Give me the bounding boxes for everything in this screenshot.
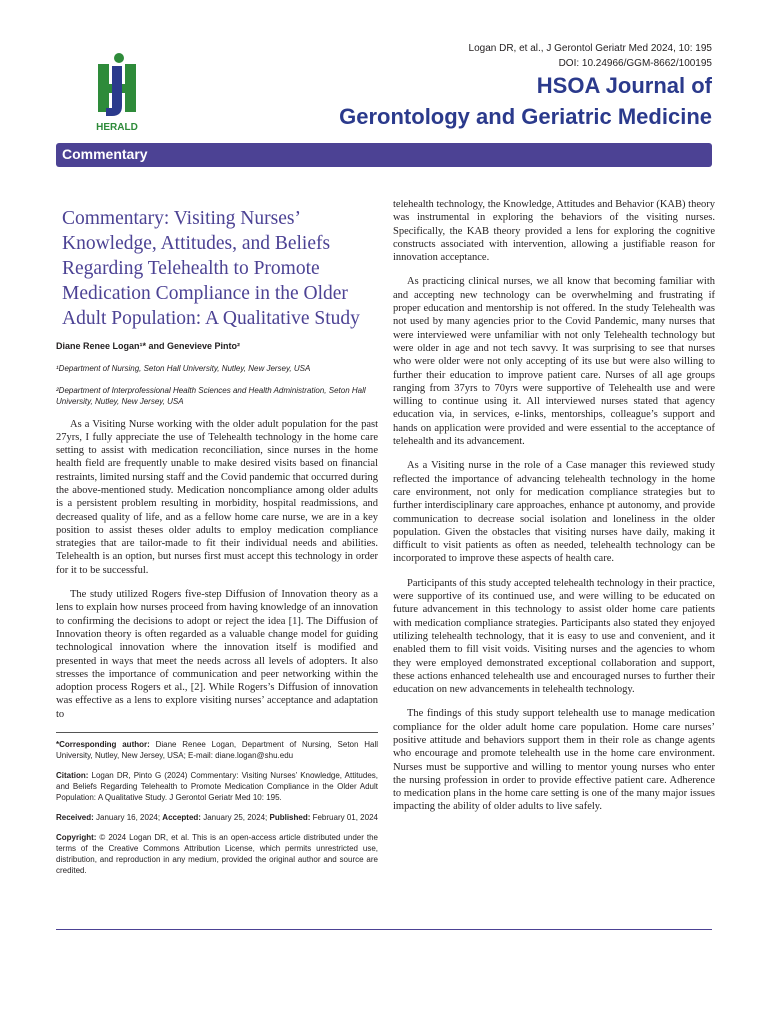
journal-title-line2: Gerontology and Geriatric Medicine — [339, 104, 712, 129]
citation-line: Logan DR, et al., J Gerontol Geriatr Med 2024, 10: 195 — [468, 43, 712, 54]
body-paragraph: As a Visiting Nurse working with the older adult population for the past 27yrs, I fully appreciate the use of Telehealth technology in the home care setting to assist with medication reconciliation, since nurses in the home health field are frequently unable to make desired visits based on financial restraints, limited nursing staff and the Covid pandemic that occurred during the above-mentioned study. Medication noncompliance among older adults is a persistent problem resulting in morbidity, hospital readmissions, and decreased quality of life, and as a fellow home care nurse, we are in a key position to assist theses older adults to employ medication compliance strategies that are tailor-made to fit their individual needs and abilities. Telehealth is an option, but nurses first must accept this technology in order for it to be successful. — [56, 418, 378, 576]
herald-logo — [88, 52, 146, 134]
fn-text: Diane Renee Logan, Department of Nursing, Seton Hall University, Nutley, New Jersey, USA; E-mail: diane.logan@shu.edu — [56, 740, 379, 761]
section-banner — [56, 143, 712, 167]
fn-label: *Corresponding author: — [56, 740, 150, 750]
doi-line: DOI: 10.24966/GGM-8662/100195 — [558, 58, 712, 69]
body-paragraph: Participants of this study accepted telehealth technology in their practice, were supportive of its continued use, and were willing to be educated on future advancement in this technology to assist older home care patients with medication compliance strategies. Participants also stated they enjoyed utilizing telehealth technology, that it is easy to use and convenient, and it enabled them to fill visit voids. Visiting nurses and the agencies to whom they were employed demonstrated exceptional collaboration and support, these actions enhanced telehealth use and encouraged nurses to further their education on new advancements in telehealth technology. — [393, 577, 715, 696]
logo-text: HERALD — [96, 122, 138, 133]
fn-label: Received: — [56, 813, 94, 823]
bottom-divider — [56, 929, 712, 930]
body-paragraph: As practicing clinical nurses, we all know that becoming familiar with and accepting new technology can be overwhelming and frustrating if proper education and mentorship is not offered. In the study Telehealth was not used by many agencies prior to the Covid Pandemic, many nurses that were interviewed were unfamiliar with not only Telehealth technology but were older in age and not tech savvy. It was surprising to see that nurses who were older were not only accepting of its use but were also willing to further their education to improve patient care. Nurses of all age groups ranging from 37yrs to 70yrs were supportive of Telehealth use and were willing to continue using it. All interviewed nurses stated that agency education via, in services, e-links, mentorships, colleague’s support and hands on application were provided and were essential to the acceptance of telehealth and its advancement. — [393, 276, 715, 448]
fn-text: February 01, 2024 — [310, 813, 378, 823]
fn-label: Published: — [269, 813, 311, 823]
citation-note — [56, 770, 378, 803]
body-paragraph: As a Visiting nurse in the role of a Case manager this reviewed study reflected the importance of advancing telehealth technology in the home care environment, not only for medication compliance strategies but to further interdisciplinary care approaches, enhance pt autonomy, and provide communication to decrease social isolation and loneliness in the older population. Given the obstacles that visiting nurses have daily, making it difficult to visit patients as often as needed, telehealth technology can be incorporated to improve these aspects of health care. — [393, 460, 715, 565]
fn-label: Accepted: — [162, 813, 201, 823]
left-column — [56, 206, 378, 885]
fn-text: Logan DR, Pinto G (2024) Commentary: Visiting Nurses’ Knowledge, Attitudes, and Beliefs Regarding Telehealth to Promote Medication Compliance in the Older Adult Population: A Qualitative Study. J Gerontol Geriatr Med 10: 195. — [56, 771, 378, 803]
dates-note — [56, 812, 378, 823]
article-title: Commentary: Visiting Nurses’ Knowledge, Attitudes, and Beliefs Regarding Telehealth to Promote Medication Compliance in the Older Adult Population: A Qualitative Study — [62, 208, 360, 329]
fn-text: January 25, 2024; — [200, 813, 270, 823]
affiliation-2: ²Department of Interprofessional Health Sciences and Health Administration, Seton Hall University, Nutley, New Jersey, USA — [56, 385, 366, 406]
author-list: Diane Renee Logan¹* and Genevieve Pinto² — [56, 341, 241, 351]
affiliation-1: ¹Department of Nursing, Seton Hall University, Nutley, New Jersey, USA — [56, 364, 311, 373]
fn-text: January 16, 2024; — [93, 813, 163, 823]
journal-title-line1: HSOA Journal of — [536, 73, 712, 98]
citation-header — [469, 41, 712, 71]
copyright-note — [56, 832, 378, 876]
fn-label: Copyright: — [56, 833, 97, 843]
fn-label: Citation: — [56, 771, 89, 781]
footnote-divider — [56, 732, 378, 733]
corresponding-author-note — [56, 739, 378, 761]
journal-title — [339, 70, 712, 132]
fn-text: © 2024 Logan DR, et al. This is an open-access article distributed under the terms of the Creative Commons Attribution License, which permits unrestricted use, distribution, and reproduction in any medium, provided the original author and source are credited. — [56, 833, 378, 876]
logo-leaf-icon — [114, 53, 124, 63]
section-label: Commentary — [62, 146, 148, 162]
body-paragraph: The findings of this study support telehealth use to manage medication compliance for the older adult home care population. Home care nurses’ positive attitude and behaviors support them in their role as change agents who encourage and promote telehealth use in the home care environment. Nurses must be supportive and willing to mentor young nurses who enter the nursing profession in order to provide effective patient care. Adherence to medication plans in the home care setting is one of the many major issues impacting the ability of older adults to live safely. — [393, 708, 715, 813]
body-paragraph: The study utilized Rogers five-step Diffusion of Innovation theory as a lens to explain how nurses proceed from having knowledge of an innovation to confirming the decisions to adopt or reject the idea [1]. The Diffusion of Innovation theory is often regarded as a valuable change model for guiding technological innovation where the innovation itself is modified and presented in ways that meet the needs across all levels of adopters. It also stresses the importance of communication and peer networking within the adoption process Rogers et al., [2]. While Rogers’s Diffusion of innovation was effective as a lens to explore visiting nurses’ acceptance and adaptation to — [56, 589, 378, 720]
right-column — [393, 198, 715, 825]
body-paragraph: telehealth technology, the Knowledge, Attitudes and Behavior (KAB) theory was instrumental in exploring the behaviors of the visiting nurses. Specifically, the KAB theory provided a lens for exploring the cognitive constructs associated with intervention, allowing a justifiable reason for innovation acceptance. — [393, 199, 715, 264]
